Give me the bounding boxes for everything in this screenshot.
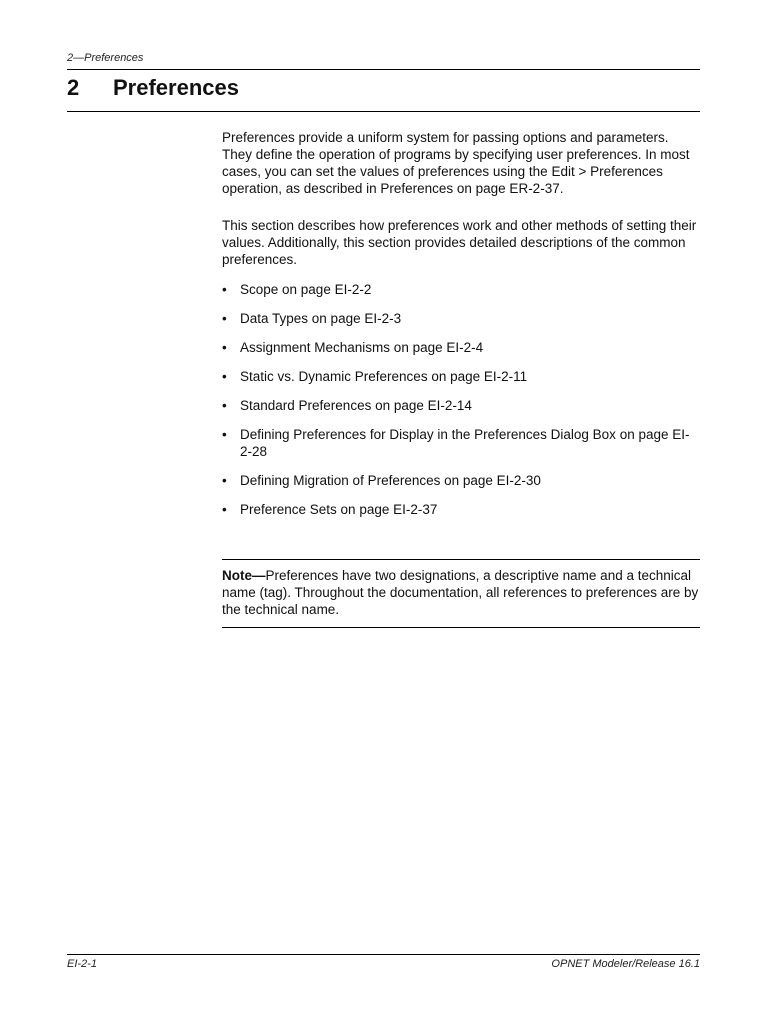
list-item-text: Static vs. Dynamic Preferences on page EI-2-11 [240, 369, 528, 384]
bullet-icon: • [222, 340, 227, 355]
list-item [222, 281, 700, 298]
body-content [222, 129, 700, 530]
product-release: OPNET Modeler/Release 16.1 [551, 958, 700, 970]
list-item-text: Data Types on page EI-2-3 [240, 311, 402, 326]
list-item-text: Defining Preferences for Display in the Preferences Dialog Box on page EI-2-28 [240, 427, 690, 459]
list-item [222, 339, 700, 356]
chapter-title [67, 75, 239, 101]
list-item-text: Preference Sets on page EI-2-37 [240, 502, 438, 517]
list-item [222, 472, 700, 489]
bullet-icon: • [222, 311, 227, 326]
list-item [222, 310, 700, 327]
page-number: EI-2-1 [67, 958, 97, 970]
title-rule [67, 111, 700, 112]
list-item-text: Standard Preferences on page EI-2-14 [240, 398, 472, 413]
list-item [222, 368, 700, 385]
chapter-number: 2 [67, 75, 80, 100]
bullet-icon: • [222, 427, 227, 442]
bullet-icon: • [222, 502, 227, 517]
list-item-text: Scope on page EI-2-2 [240, 282, 372, 297]
header-rule [67, 69, 700, 70]
chapter-title-text: Preferences [113, 75, 239, 100]
note-label: Note— [222, 568, 266, 583]
list-item [222, 397, 700, 414]
bullet-icon: • [222, 473, 227, 488]
note-box [222, 559, 700, 628]
running-header: 2—Preferences [67, 52, 144, 64]
topic-list [222, 281, 700, 518]
list-item-text: Assignment Mechanisms on page EI-2-4 [240, 340, 484, 355]
list-item [222, 501, 700, 518]
bullet-icon: • [222, 282, 227, 297]
bullet-icon: • [222, 369, 227, 384]
list-item-text: Defining Migration of Preferences on page EI-2-30 [240, 473, 541, 488]
list-item [222, 426, 700, 460]
footer-rule [67, 954, 700, 955]
intro-paragraph: Preferences provide a uniform system for passing options and parameters. They define the operation of programs by specifying user preferences. In most cases, you can set the values of preferences using the Edit > Preferences operation, as described in Preferences on page ER-2-37. [222, 130, 690, 196]
note-text: Preferences have two designations, a descriptive name and a technical name (tag). Throughout the documentation, all references to preferences are by the technical name. [222, 568, 699, 617]
bullet-icon: • [222, 398, 227, 413]
section-description-paragraph: This section describes how preferences work and other methods of setting their values. Additionally, this section provides detailed descriptions of the common preferences. [222, 218, 697, 267]
